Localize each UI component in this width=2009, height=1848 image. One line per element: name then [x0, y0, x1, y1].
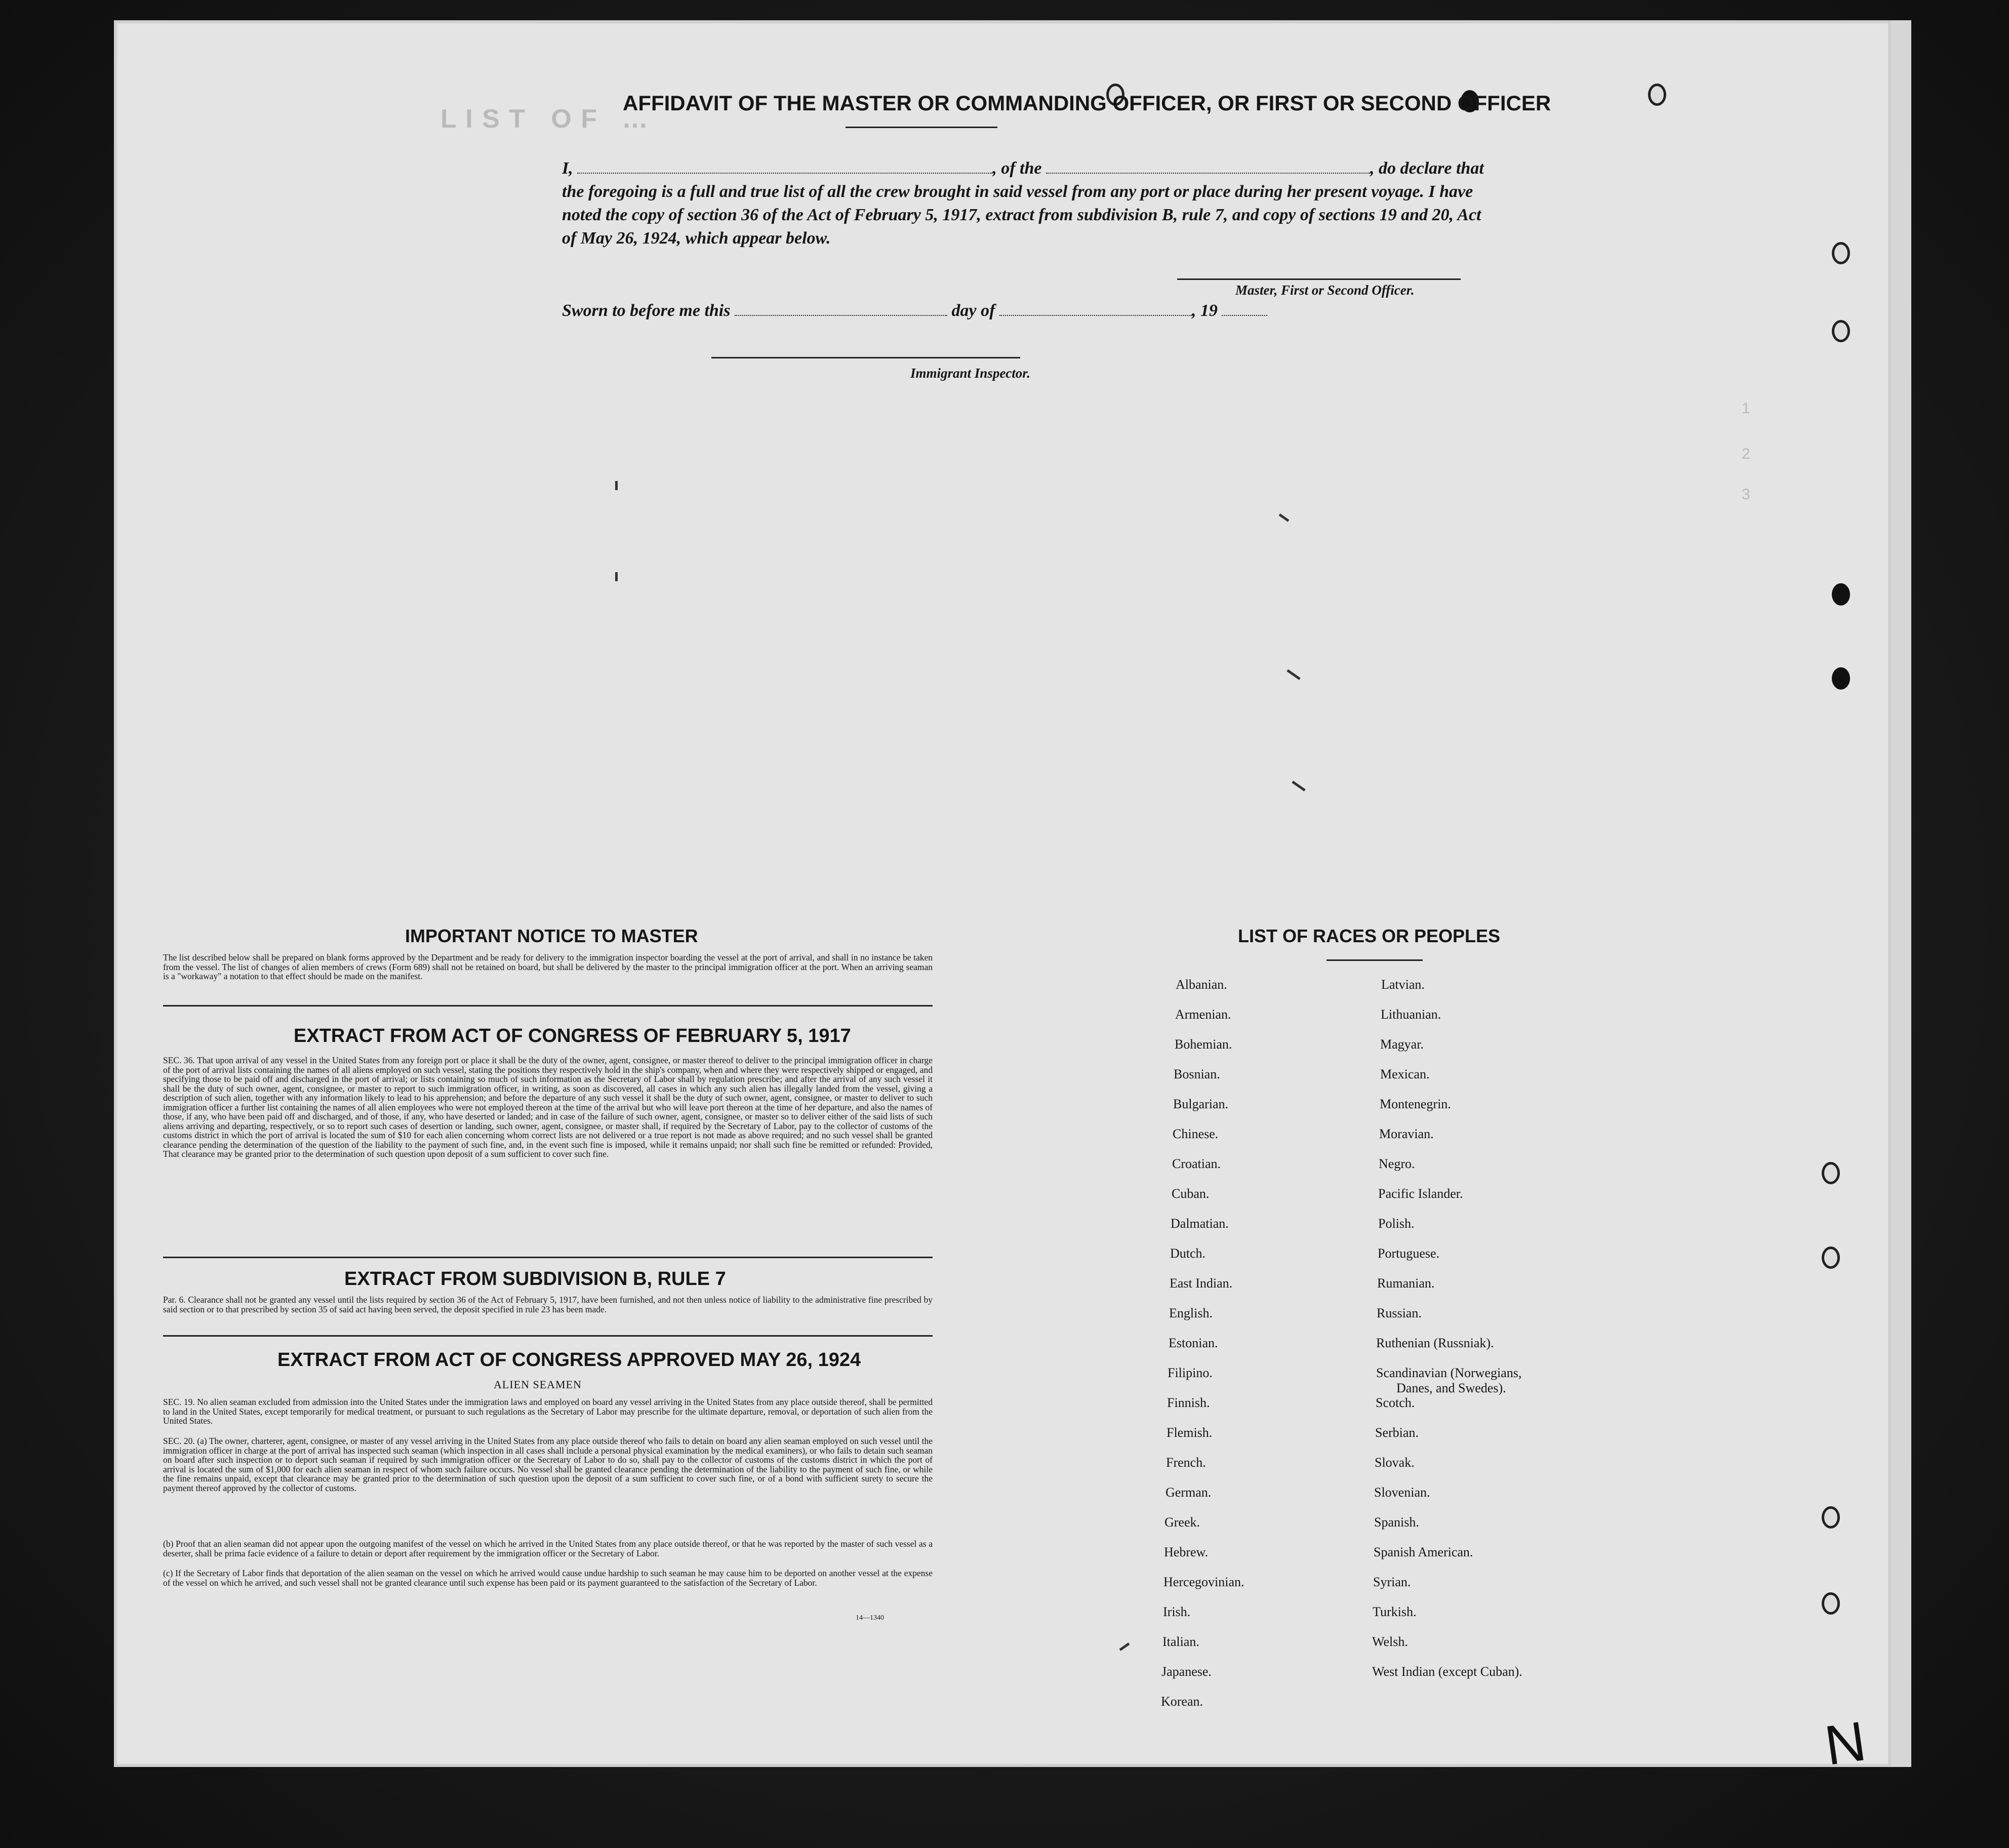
race-item: Japanese.	[1161, 1664, 1212, 1679]
race-item: Syrian.	[1373, 1575, 1411, 1589]
extract-rule7-title: EXTRACT FROM SUBDIVISION B, RULE 7	[344, 1268, 726, 1290]
sworn-statement	[562, 301, 1267, 320]
race-item: Lithuanian.	[1381, 1007, 1441, 1022]
bleed-through-row-number: 2	[1742, 446, 1750, 462]
races-title: LIST OF RACES OR PEOPLES	[1238, 926, 1501, 946]
section-20b-text: (b) Proof that an alien seaman did not appear upon the outgoing manifest of the vessel on which he arrived in the United States from any place outside thereof, or that he was reported by the master of such vessel as a deserter, shall be prima facie evidence of a failure to detain or deport after requirement by the immigration officer or the Secretary of Labor.	[163, 1539, 933, 1558]
punch-hole-icon	[1822, 1162, 1840, 1184]
race-item: Slovenian.	[1374, 1485, 1430, 1500]
sworn-day-of: day of	[951, 301, 995, 320]
extract-1917-body: SEC. 36. That upon arrival of any vessel in the United States from any foreign port or place it shall be the duty of the owner, agent, consignee, or master thereof to deliver to the principal immigration officer in charge of the port of arrival lists containing the names of all aliens employed on such vessel, stating the positions they respectively hold in the ship's company, when and where they were respectively shipped or engaged, and specifying those to be paid off and discharged in the port of arrival; or lists containing so much of such information as the Secretary of Labor shall by regulation prescribe; and after the arrival of any such vessel it shall be the duty of such owner, agent, consignee, or master to report to such immigration officer, in writing, as soon as discovered, all cases in which any such alien has illegally landed from the vessel, giving a description of such alien, together with any information likely to lead to his apprehension; and before the departure of any such vessel it shall be the duty of such owner, agent, consignee, or master to deliver to such immigration officer a further list containing the names of all alien employees who were not employed thereon at the time of the arrival but who will leave port thereon at the time of her departure, and also the names of those, if any, who have been paid off and discharged, and of those, if any, who have deserted or landed; and in case of the failure of such owner, agent, consignee, or master so to deliver either of the said lists of such aliens arriving and departing, respectively, or so to report such cases of desertion or landing, such owner, agent, consignee, or master shall, if required by the Secretary of Labor, pay to the collector of customs of the customs district in which the port of arrival is located the sum of $10 for each alien concerning whom correct lists are not delivered or a true report is not made as above required; and no such vessel shall be granted clearance pending the determination of the question of the liability to the payment of such fine, and, in the event such fine is imposed, while it remains unpaid; nor shall such fine be remitted or refunded: Provided, That clearance may be granted prior to the determination of such question upon deposit of a sum sufficient to cover such fine.	[163, 1055, 933, 1159]
race-item: Chinese.	[1173, 1127, 1219, 1141]
race-item: English.	[1169, 1306, 1213, 1320]
race-item: Serbian.	[1375, 1425, 1419, 1440]
race-item: Dalmatian.	[1171, 1216, 1229, 1231]
race-item: Finnish.	[1167, 1395, 1210, 1410]
master-signature-line[interactable]	[1177, 278, 1461, 280]
race-item: Bohemian.	[1175, 1037, 1232, 1052]
race-item: Mexican.	[1380, 1067, 1430, 1081]
sworn-year-field[interactable]	[1222, 302, 1267, 316]
affidavit-declaration	[562, 157, 1499, 250]
race-item: Italian.	[1162, 1634, 1199, 1649]
punch-hole-icon	[1648, 84, 1666, 106]
bleed-through-row-number: 3	[1742, 486, 1750, 503]
declaration-body: that the foregoing is a full and true list of all the crew brought in said vessel from any port or place during her present voyage. I have noted the copy of section 36 of the Act of February 5, 1917, extract from subdivision B, rule 7, and copy of sections 19 and 20, Act of May 26, 1924, which appear below.	[562, 159, 1484, 248]
declaration-of-the: , of the	[992, 159, 1042, 178]
punch-hole-icon	[1832, 583, 1850, 606]
notice-body: The list described below shall be prepared on blank forms approved by the Department and be ready for delivery to the immigration inspector boarding the vessel at the port of arrival, and shall in no instance be taken from the vessel. The list of changes of alien members of crews (Form 689) shall not be retained on board, but shall be delivered by the master to the principal immigration officer at the port. When an arriving seaman is a "workaway" a notation to that effect should be made on the manifest.	[163, 952, 933, 981]
race-item: Hebrew.	[1164, 1545, 1209, 1559]
master-signature-label: Master, First or Second Officer.	[1235, 283, 1415, 298]
affidavit-title-rule	[846, 127, 997, 128]
race-item: West Indian (except Cuban).	[1372, 1664, 1522, 1679]
extract-rule7-body: Par. 6. Clearance shall not be granted any vessel until the lists required by section 36 of the Act of February 5, 1917, have been furnished, and not then unless notice of liability to the administrative fine prescribed by said section or to that prescribed by section 35 of said act having been served, the deposit specified in rule 23 has been made.	[163, 1295, 933, 1314]
race-item: Cuban.	[1172, 1186, 1210, 1201]
race-item: Ruthenian (Russniak).	[1376, 1336, 1494, 1350]
race-item: Flemish.	[1167, 1425, 1213, 1440]
scan-mark	[615, 481, 618, 490]
sworn-prefix: Sworn to before me this	[562, 301, 731, 320]
punch-hole-icon	[1822, 1506, 1840, 1529]
inspector-signature-line[interactable]	[711, 357, 1020, 358]
race-item: Portuguese.	[1378, 1246, 1440, 1261]
race-item: Negro.	[1379, 1156, 1415, 1171]
sworn-year-prefix: , 19	[1191, 301, 1218, 320]
inspector-signature-label: Immigrant Inspector.	[910, 366, 1031, 381]
bleed-through-text: L I S T O F ...	[440, 104, 648, 134]
section-divider	[163, 1335, 933, 1337]
alien-seamen-subtitle: ALIEN SEAMEN	[494, 1378, 582, 1391]
race-item: Irish.	[1163, 1604, 1191, 1619]
document-page	[114, 20, 1891, 1767]
race-item: Estonian.	[1169, 1336, 1218, 1350]
race-item: Moravian.	[1379, 1127, 1434, 1141]
section-19-text: SEC. 19. No alien seaman excluded from admission into the United States under the immigration laws and employed on board any vessel arriving in the United States from any place outside thereof, shall be permitted to land in the United States, except temporarily for medical treatment, or pursuant to such regulations as the Secretary of Labor may prescribe for the ultimate departure, removal, or deportation of such alien from the United States.	[163, 1397, 933, 1426]
race-item: Slovak.	[1375, 1455, 1415, 1470]
sworn-day-field[interactable]	[735, 302, 947, 316]
race-item: Pacific Islander.	[1378, 1186, 1463, 1201]
races-title-rule	[1327, 959, 1423, 961]
section-20c-text: (c) If the Secretary of Labor finds that deportation of the alien seaman on the vessel on which he arrived would cause undue hardship to such seaman he may cause him to be deported on another vessel at the expense of the vessel on which he arrived, and such vessel shall not be granted clearance until such expense has been paid or its payment guaranteed to the satisfaction of the Secretary of Labor.	[163, 1568, 933, 1588]
race-item: Spanish.	[1374, 1515, 1419, 1530]
race-item: Croatian.	[1172, 1156, 1221, 1171]
race-item: Magyar.	[1380, 1037, 1424, 1052]
race-item: Scandinavian (Norwegians,	[1376, 1365, 1522, 1380]
race-item: Filipino.	[1168, 1365, 1213, 1380]
race-item: Scotch.	[1376, 1395, 1415, 1410]
extract-1924-title: EXTRACT FROM ACT OF CONGRESS APPROVED MAY 26, 1924	[277, 1349, 861, 1371]
punch-hole-icon	[1822, 1247, 1840, 1269]
section-20a-text: SEC. 20. (a) The owner, charterer, agent, consignee, or master of any vessel arriving in the United States from any place outside thereof who fails to detain on board any alien seaman employed on such vessel until the immigration officer in charge at the port of arrival has inspected such seaman (which inspection in all cases shall include a personal physical examination by the medical examiners), or who fails to detain such seaman on board after such inspection or to deport such seaman if required by such immigration officer or the Secretary of Labor to do so, shall pay to the collector of customs of the customs district in which the port of arrival is located the sum of $1,000 for each alien seaman in respect of whom such failure occurs. No vessel shall be granted clearance pending the determination of the liability to the payment of such fine, or while the fine remains unpaid, except that clearance may be granted prior to the determination of such question upon the deposit of a sum sufficient to cover such fine, or of a bond with sufficient surety to secure the payment thereof approved by the collector of customs.	[163, 1436, 933, 1493]
race-item: East Indian.	[1170, 1276, 1233, 1291]
race-item-continuation: Danes, and Swedes).	[1396, 1381, 1506, 1395]
race-item: Greek.	[1164, 1515, 1200, 1530]
notice-title: IMPORTANT NOTICE TO MASTER	[405, 926, 698, 946]
race-item: French.	[1166, 1455, 1206, 1470]
race-item: Montenegrin.	[1380, 1097, 1451, 1111]
race-item: Spanish American.	[1374, 1545, 1473, 1559]
declaration-do-declare: , do declare	[1370, 159, 1452, 178]
race-item: Russian.	[1377, 1306, 1422, 1320]
extract-1917-title: EXTRACT FROM ACT OF CONGRESS OF FEBRUARY 5, 1917	[294, 1025, 851, 1047]
section-divider	[163, 1257, 933, 1258]
race-item: Albanian.	[1176, 977, 1227, 992]
race-item: Rumanian.	[1377, 1276, 1435, 1291]
form-number: 14—1340	[856, 1614, 884, 1622]
race-item: Korean.	[1161, 1694, 1203, 1709]
sworn-month-field[interactable]	[999, 302, 1192, 316]
page-edge	[1891, 20, 1911, 1767]
bleed-through-row-number: 1	[1742, 400, 1750, 417]
punch-hole-icon	[1832, 320, 1850, 342]
punch-hole-icon	[1822, 1592, 1840, 1615]
race-item: Latvian.	[1381, 977, 1425, 992]
scan-mark	[615, 572, 618, 581]
declaration-i: I,	[562, 159, 573, 178]
section-divider	[163, 1005, 933, 1007]
handwritten-mark: N	[1821, 1710, 1870, 1777]
race-item: Welsh.	[1372, 1634, 1408, 1649]
declarant-name-field[interactable]	[577, 159, 992, 174]
race-item: Turkish.	[1373, 1604, 1417, 1619]
punch-hole-icon	[1832, 667, 1850, 690]
race-item: Dutch.	[1170, 1246, 1206, 1261]
race-item: Hercegovinian.	[1163, 1575, 1244, 1589]
race-item: German.	[1166, 1485, 1212, 1500]
punch-hole-icon	[1832, 242, 1850, 264]
race-item: Armenian.	[1175, 1007, 1231, 1022]
vessel-name-field[interactable]	[1046, 159, 1370, 174]
affidavit-title: AFFIDAVIT OF THE MASTER OR COMMANDING OFFICER, OR FIRST OR SECOND OFFICER	[623, 91, 1551, 115]
race-item: Polish.	[1378, 1216, 1415, 1231]
race-item: Bulgarian.	[1173, 1097, 1229, 1111]
race-item: Bosnian.	[1174, 1067, 1220, 1081]
